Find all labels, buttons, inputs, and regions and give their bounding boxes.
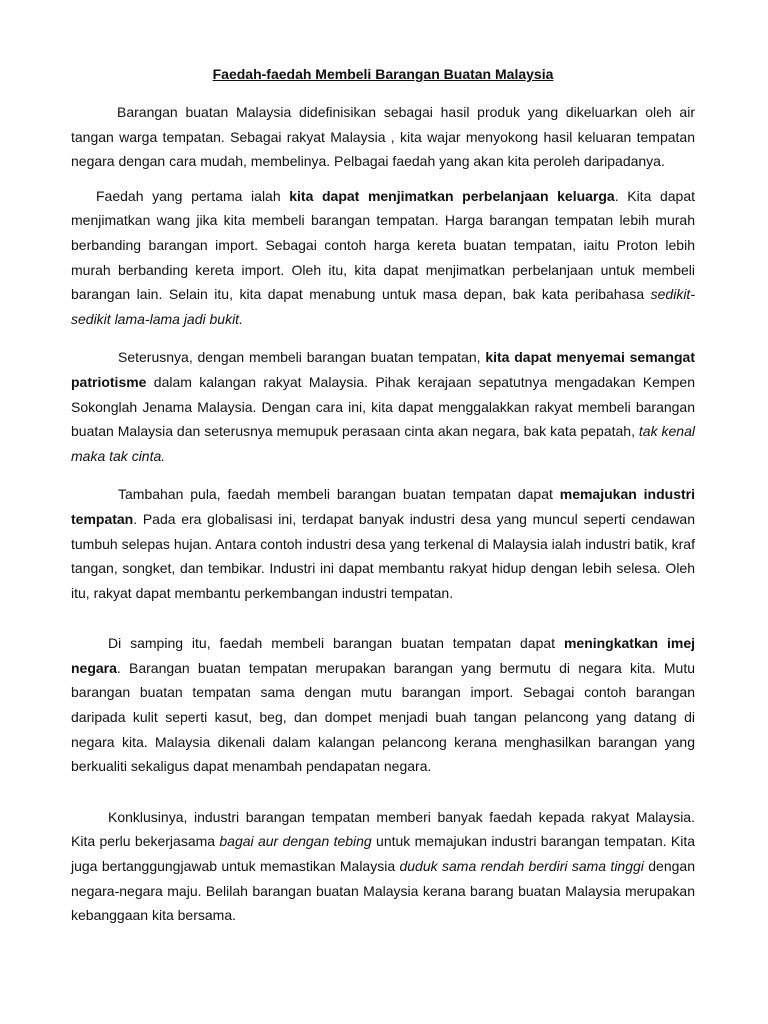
paragraph-text: Faedah yang pertama ialah [96,187,290,204]
paragraph-text: Di samping itu, faedah membeli barangan buatan tempatan dapat [108,635,564,652]
key-point-bold: kita dapat menyemai semangat patriotisme [71,349,695,390]
proverb-italic: duduk sama rendah berdiri sama tinggi [399,858,644,875]
paragraph-text: Seterusnya, dengan membeli barangan buatan tempatan, [118,349,486,366]
paragraph-konklusinya [71,805,695,928]
paragraph-text: Konklusinya, industri barangan tempatan memberi banyak faedah kepada rakyat Malaysia. Kita perlu bekerjasama [71,808,695,850]
paragraph-text: . Kita dapat menjimatkan wang jika kita membeli barangan tempatan. Harga barangan tempatan lebih murah berbanding barangan import. Sebagai contoh harga kereta buatan tempatan, iaitu Proton lebih murah berbanding kereta import. Oleh itu, kita dapat menjimatkan perbelanjaan untuk membeli barangan lain. Selain itu, kita dapat menabung untuk masa depan, bak kata peribahasa [71,187,695,303]
key-point-bold: memajukan industri tempatan [71,486,695,527]
paragraph-di-samping [71,631,695,779]
key-point-bold: kita dapat menjimatkan perbelanjaan keluarga [289,187,615,204]
proverb-italic: tak kenal maka tak cinta. [71,423,695,464]
document-title: Faedah-faedah Membeli Barangan Buatan Malaysia [212,66,554,82]
paragraph-text: Tambahan pula, faedah membeli barangan buatan tempatan dapat [118,486,560,503]
paragraph-text: untuk memajukan industri barangan tempatan. Kita juga bertanggungjawab untuk memastikan Malaysia [71,833,695,875]
paragraph-text: . Pada era globalisasi ini, terdapat banyak industri desa yang muncul seperti cendawan tumbuh selepas hujan. Antara contoh industri desa yang terkenal di Malaysia ialah industri batik, kraf tangan, songket, dan tembikar. Industri ini dapat membantu rakyat hidup dengan lebih selesa. Oleh itu, rakyat dapat membantu perkembangan industri tempatan. [71,510,695,601]
proverb-italic: sedikit-sedikit lama-lama jadi bukit. [71,286,695,327]
proverb-italic: bagai aur dengan tebing [219,833,372,850]
key-point-bold: meningkatkan imej negara [71,635,695,676]
paragraph-text: dengan negara-negara maju. Belilah barangan buatan Malaysia kerana barang buatan Malaysia merupakan kebanggaan kita bersama. [71,858,695,924]
paragraph-text: dalam kalangan rakyat Malaysia. Pihak kerajaan sepatutnya mengadakan Kempen Sokonglah Jenama Malaysia. Dengan cara ini, kita dapat menggalakkan rakyat membeli barangan buatan Malaysia dan seterusnya memupuk perasaan cinta akan negara, bak kata pepatah, [71,373,695,440]
paragraph-tambahan [71,482,695,605]
paragraph-seterusnya [71,345,695,468]
paragraph-text: . Barangan buatan tempatan merupakan barangan yang bermutu di negara kita. Mutu barangan buatan tempatan sama dengan mutu barangan import. Sebagai contoh barangan daripada kulit seperti kasut, beg, dan dompet menjadi buah tangan pelancong yang datang di negara kita. Malaysia dikenali dalam kalangan pelancong kerana menghasilkan barangan yang berkualiti sekaligus dapat menambah pendapatan negara. [71,659,695,775]
paragraph-text: Barangan buatan Malaysia didefinisikan sebagai hasil produk yang dikeluarkan oleh air tangan warga tempatan. Sebagai rakyat Malaysia , kita wajar menyokong hasil keluaran tempatan negara dengan cara mudah, membelinya. Pelbagai faedah yang akan kita peroleh daripadanya. [71,104,695,170]
paragraph-faedah-pertama [71,184,695,332]
document-page [71,62,695,928]
paragraph-intro [71,100,695,174]
